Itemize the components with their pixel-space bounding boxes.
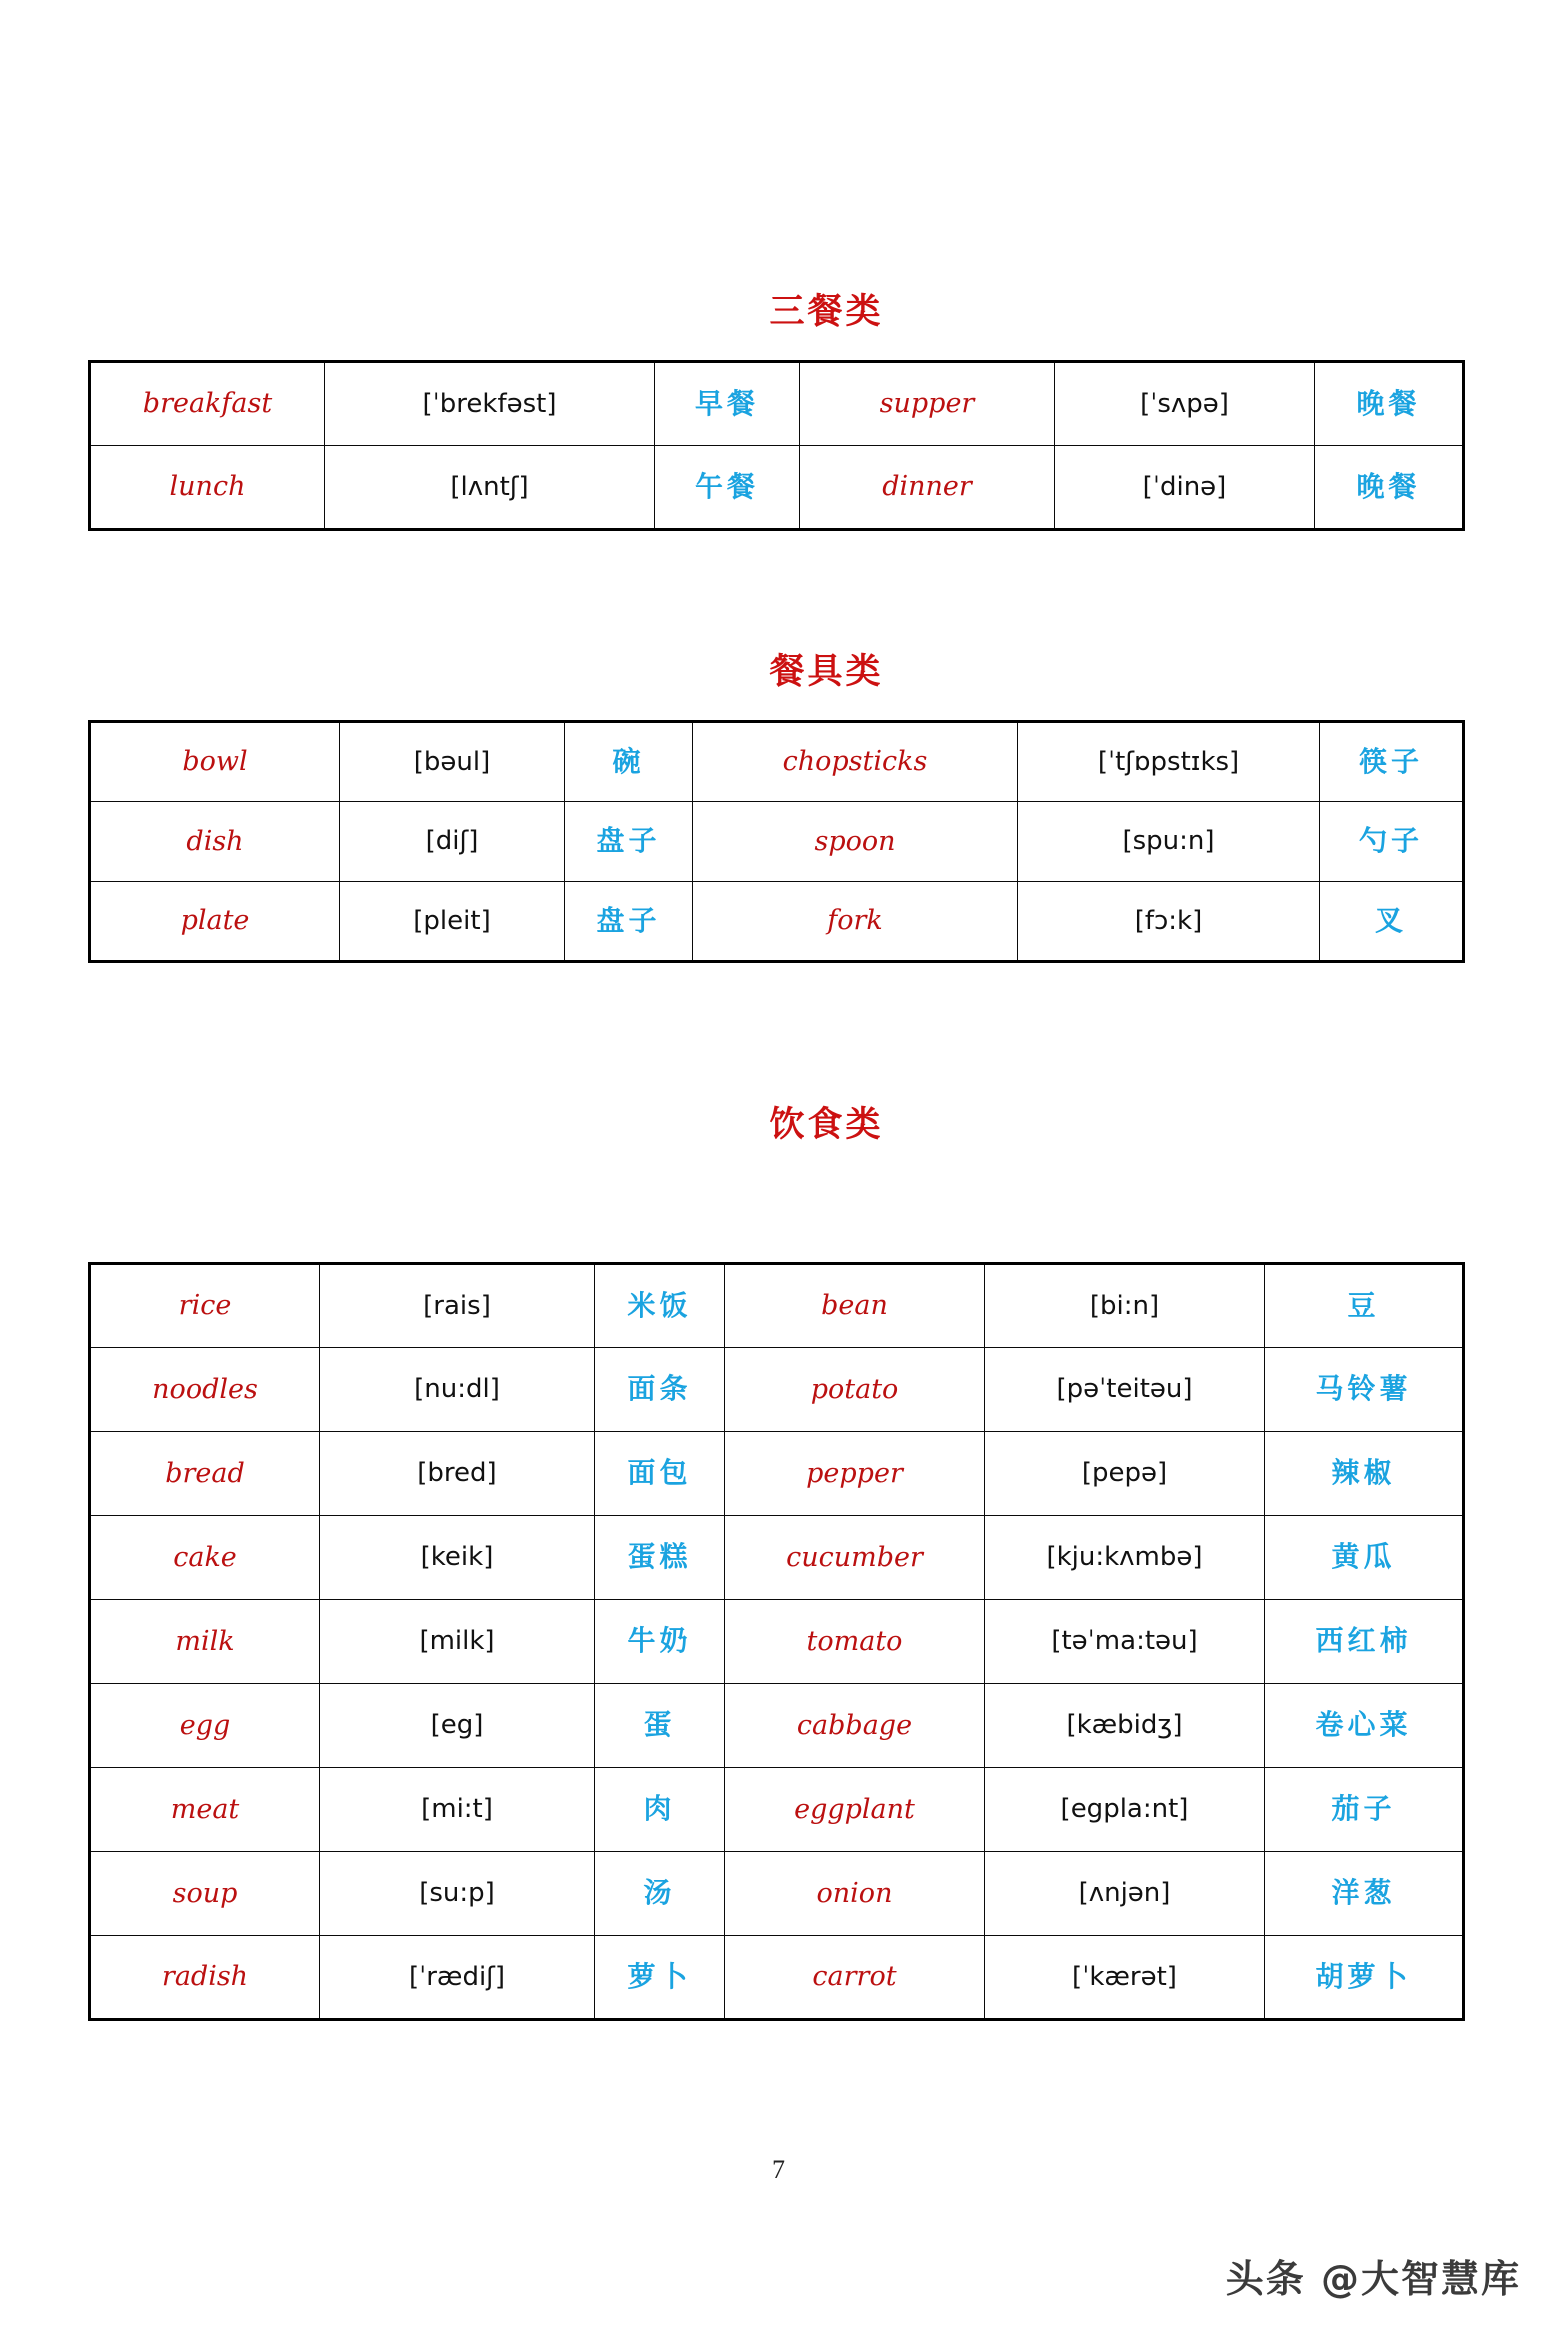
table-body [90,1264,1464,2020]
phonetic-cell: [ˈdinə] [1055,446,1315,530]
phonetic-cell: [ˈkærət] [985,1936,1265,2020]
watermark: 头条 @大智慧库 [1225,2257,1521,2301]
chinese-meaning-cell: 蛋糕 [595,1516,725,1600]
chinese-meaning-cell: 黄瓜 [1265,1516,1464,1600]
english-word-cell: onion [725,1852,985,1936]
chinese-meaning-cell: 蛋 [595,1684,725,1768]
english-word-cell: tomato [725,1600,985,1684]
vocabulary-table-meals [88,360,1465,531]
english-word-cell: soup [90,1852,320,1936]
chinese-meaning-cell: 晚餐 [1315,362,1464,446]
english-word-cell: pepper [725,1432,985,1516]
chinese-meaning-cell: 辣椒 [1265,1432,1464,1516]
english-word-cell: cabbage [725,1684,985,1768]
chinese-meaning-cell: 洋葱 [1265,1852,1464,1936]
chinese-meaning-cell: 盘子 [565,802,693,882]
chinese-meaning-cell: 肉 [595,1768,725,1852]
chinese-meaning-cell: 午餐 [655,446,800,530]
english-word-cell: fork [693,882,1018,962]
english-word-cell: radish [90,1936,320,2020]
phonetic-cell: [fɔ:k] [1018,882,1320,962]
vocabulary-table-food [88,1262,1465,2021]
chinese-meaning-cell: 盘子 [565,882,693,962]
phonetic-cell: [milk] [320,1600,595,1684]
english-word-cell: carrot [725,1936,985,2020]
page-number: 7 [772,2155,785,2184]
table-row [90,1516,1464,1600]
chinese-meaning-cell: 卷心菜 [1265,1684,1464,1768]
table-row [90,362,1464,446]
english-word-cell: supper [800,362,1055,446]
table-body [90,722,1464,962]
section-heading-meals: 三餐类 [769,292,884,332]
chinese-meaning-cell: 米饭 [595,1264,725,1348]
table-row [90,1264,1464,1348]
phonetic-cell: [nu:dl] [320,1348,595,1432]
chinese-meaning-cell: 叉 [1320,882,1464,962]
english-word-cell: dish [90,802,340,882]
english-word-cell: meat [90,1768,320,1852]
phonetic-cell: [su:p] [320,1852,595,1936]
chinese-meaning-cell: 筷子 [1320,722,1464,802]
english-word-cell: lunch [90,446,325,530]
chinese-meaning-cell: 西红柿 [1265,1600,1464,1684]
table-row [90,882,1464,962]
english-word-cell: eggplant [725,1768,985,1852]
phonetic-cell: [bi:n] [985,1264,1265,1348]
phonetic-cell: [ʌnjən] [985,1852,1265,1936]
phonetic-cell: [bəul] [340,722,565,802]
phonetic-cell: [bred] [320,1432,595,1516]
phonetic-cell: [ˈtʃɒpstɪks] [1018,722,1320,802]
chinese-meaning-cell: 面包 [595,1432,725,1516]
chinese-meaning-cell: 牛奶 [595,1600,725,1684]
table-body [90,362,1464,530]
phonetic-cell: [ˈbrekfəst] [325,362,655,446]
phonetic-cell: [pepə] [985,1432,1265,1516]
english-word-cell: cake [90,1516,320,1600]
chinese-meaning-cell: 马铃薯 [1265,1348,1464,1432]
chinese-meaning-cell: 面条 [595,1348,725,1432]
chinese-meaning-cell: 胡萝卜 [1265,1936,1464,2020]
vocabulary-table-tableware [88,720,1465,963]
english-word-cell: noodles [90,1348,320,1432]
table-row [90,446,1464,530]
chinese-meaning-cell: 碗 [565,722,693,802]
chinese-meaning-cell: 萝卜 [595,1936,725,2020]
english-word-cell: bean [725,1264,985,1348]
english-word-cell: dinner [800,446,1055,530]
phonetic-cell: [lʌntʃ] [325,446,655,530]
phonetic-cell: [eg] [320,1684,595,1768]
english-word-cell: plate [90,882,340,962]
table-row [90,802,1464,882]
english-word-cell: bowl [90,722,340,802]
section-heading-food: 饮食类 [769,1105,884,1145]
phonetic-cell: [mi:t] [320,1768,595,1852]
table-row [90,1348,1464,1432]
chinese-meaning-cell: 豆 [1265,1264,1464,1348]
english-word-cell: rice [90,1264,320,1348]
phonetic-cell: [keik] [320,1516,595,1600]
phonetic-cell: [kæbidʒ] [985,1684,1265,1768]
phonetic-cell: [ˈrædiʃ] [320,1936,595,2020]
english-word-cell: bread [90,1432,320,1516]
english-word-cell: spoon [693,802,1018,882]
english-word-cell: breakfast [90,362,325,446]
phonetic-cell: [diʃ] [340,802,565,882]
table-row [90,1936,1464,2020]
chinese-meaning-cell: 茄子 [1265,1768,1464,1852]
phonetic-cell: [ˈsʌpə] [1055,362,1315,446]
table-row [90,1600,1464,1684]
chinese-meaning-cell: 汤 [595,1852,725,1936]
phonetic-cell: [pəˈteitəu] [985,1348,1265,1432]
table-row [90,1852,1464,1936]
table-row [90,1432,1464,1516]
phonetic-cell: [egpla:nt] [985,1768,1265,1852]
english-word-cell: cucumber [725,1516,985,1600]
chinese-meaning-cell: 晚餐 [1315,446,1464,530]
chinese-meaning-cell: 早餐 [655,362,800,446]
english-word-cell: milk [90,1600,320,1684]
table-row [90,1768,1464,1852]
english-word-cell: potato [725,1348,985,1432]
phonetic-cell: [təˈma:təu] [985,1600,1265,1684]
phonetic-cell: [spu:n] [1018,802,1320,882]
english-word-cell: egg [90,1684,320,1768]
table-row [90,722,1464,802]
table-row [90,1684,1464,1768]
phonetic-cell: [rais] [320,1264,595,1348]
phonetic-cell: [kju:kʌmbə] [985,1516,1265,1600]
section-heading-tableware: 餐具类 [769,652,884,692]
phonetic-cell: [pleit] [340,882,565,962]
chinese-meaning-cell: 勺子 [1320,802,1464,882]
english-word-cell: chopsticks [693,722,1018,802]
